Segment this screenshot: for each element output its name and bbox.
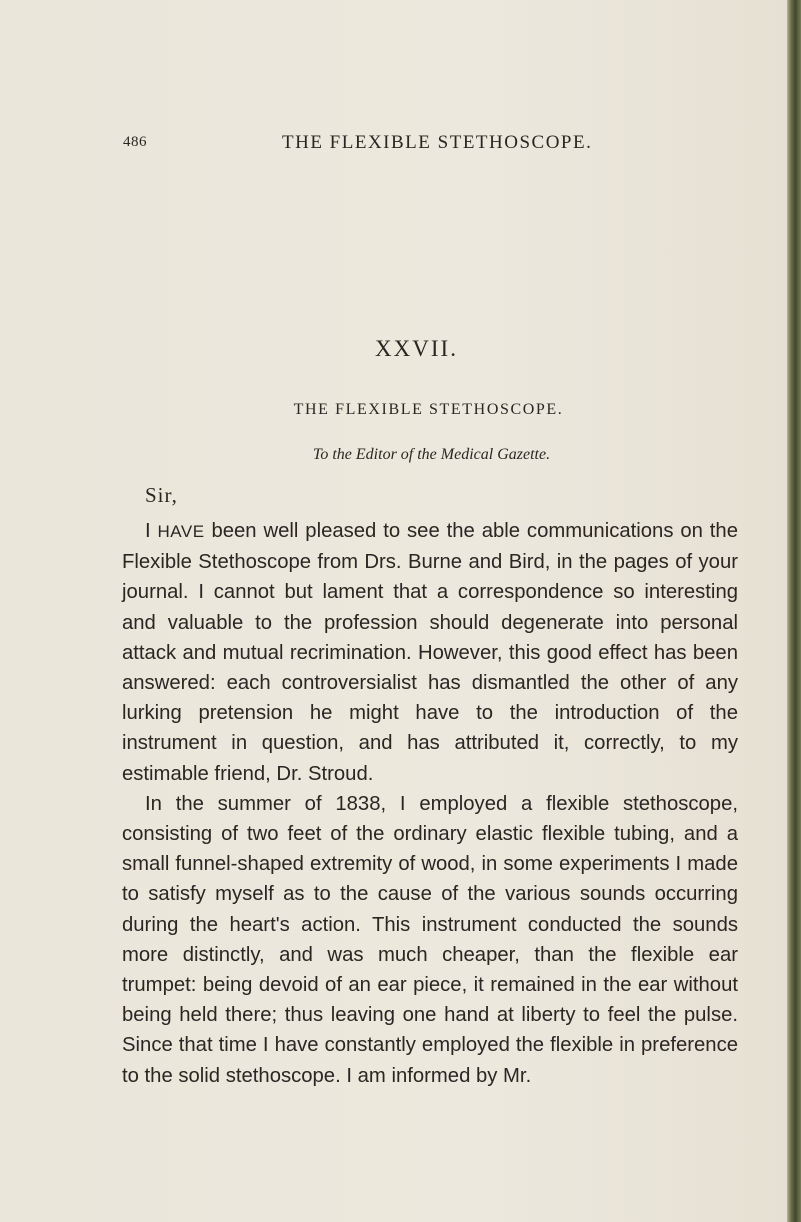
- paragraph-1-smallcaps: HAVE: [157, 522, 205, 541]
- page-edge: [787, 0, 801, 1222]
- running-head: THE FLEXIBLE STETHOSCOPE.: [282, 132, 593, 153]
- salutation: Sir,: [145, 483, 178, 507]
- letter-body: [122, 516, 738, 1091]
- addressee-line: To the Editor of the Medical Gazette.: [312, 446, 551, 463]
- paragraph-1-initial: I: [145, 520, 151, 542]
- paragraph-1-text: been well pleased to see the able communications on the Flexible Stethoscope from Drs. Burne and Bird, in the pages of your journal. I cannot but lament that a correspondence so interesting and valuable to the profession should degenerate into personal attack and mutual recrimination. However, this good effect has been answered: each controversialist has dismantled the other of any lurking pretension he might have to the introduction of the instrument in question, and has attributed it, correctly, to my estimable friend, Dr. Stroud.: [122, 520, 738, 785]
- page-number: 486: [123, 134, 147, 150]
- chapter-title: THE FLEXIBLE STETHOSCOPE.: [293, 401, 564, 418]
- paragraph-1: [122, 516, 738, 789]
- paragraph-2: In the summer of 1838, I employed a flexible stethoscope, consisting of two feet of the ordinary elastic flexible tubing, and a small funnel-shaped extremity of wood, in some experiments I made to satisfy myself as to the cause of the various sounds occurring during the heart's action. This instrument conducted the sounds more distinctly, and was much cheaper, than the flexible ear trumpet: being devoid of an ear piece, it remained in the ear without being held there; thus leaving one hand at liberty to feel the pulse. Since that time I have constantly employed the flexible in preference to the solid stethoscope. I am informed by Mr.: [122, 792, 738, 1087]
- chapter-number: XXVII.: [375, 336, 458, 361]
